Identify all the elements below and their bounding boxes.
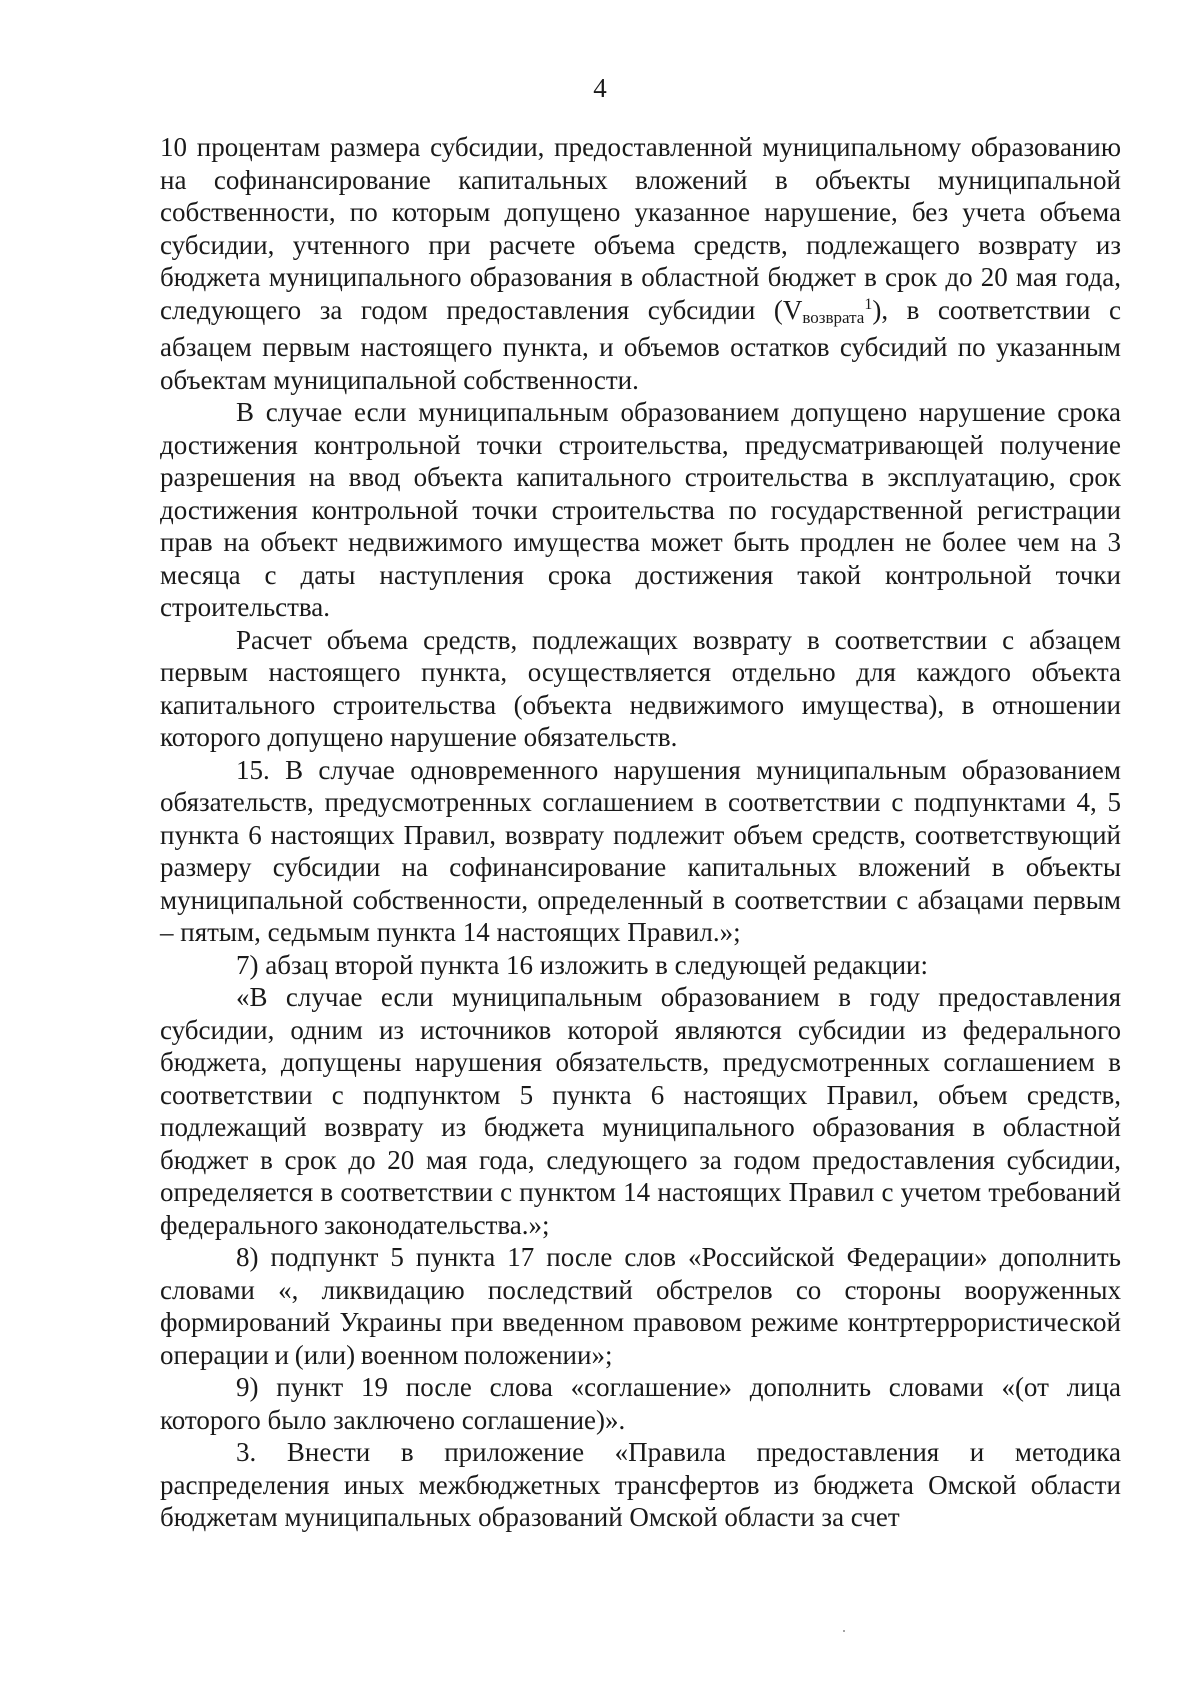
paragraph-5: 7) абзац второй пункта 16 изложить в следующей редакции: [236,949,928,980]
paragraph-7: 8) подпункт 5 пункта 17 после слов «Российской Федерации» дополнить словами «, ликвидацию последствий обстрелов со стороны вооруженных формирований Украины при введенном правовом режиме контртеррористической операции и (или) военном положении»; [160,1242,1121,1370]
paragraph-1 [160,131,1121,396]
paragraph-9: 3. Внести в приложение «Правила предоставления и методика распределения иных межбюджетных трансфертов из бюджета Омской области бюджетам муниципальных образований Омской области за счет [160,1437,1121,1532]
paragraph-4: 15. В случае одновременного нарушения муниципальным образованием обязательств, предусмотренных соглашением в соответствии с подпунктами 4, 5 пункта 6 настоящих Правил, возврату подлежит объем средств, соответствующий размеру субсидии на софинансирование капитальных вложений в объекты муниципальной собственности, определенный в соответствии с абзацами первым – пятым, седьмым пункта 14 настоящих Правил.»; [160,754,1121,947]
formula-superscript: 1 [864,295,873,313]
paragraph-2: В случае если муниципальным образованием допущено нарушение срока достижения контрольной точки строительства, предусматривающей получение разрешения на ввод объекта капитального строительства в эксплуатацию, срок достижения контрольной точки строительства по государственной регистрации прав на объект недвижимого имущества может быть продлен не более чем на 3 месяца с даты наступления срока достижения такой контрольной точки строительства. [160,397,1121,622]
document-body [160,131,1121,1534]
paragraph-1-text-after: , в соответствии с абзацем первым настоящего пункта, и объемов остатков субсидий по указанным объектам муниципальной собственности. [160,294,1122,395]
paragraph-8: 9) пункт 19 после слова «соглашение» дополнить словами «(от лица которого было заключено соглашение)». [160,1372,1121,1435]
scan-speck [843,1630,845,1632]
v-return-formula: (Vвозврата$^1$) [773,294,882,327]
paragraph-1-text: 10 процентам размера субсидии, предоставленной муниципальному образованию на софинансирование капитальных вложений в объекты муниципальной собственности, по которым допущено указанное нарушение, без учета объема субсидии, учтенного при расчете объема средств, подлежащего возврату из бюджета муниципального образования в областной бюджет в срок до 20 мая года, следующего за годом предоставления субсидии [160,132,1121,325]
paragraph-3: Расчет объема средств, подлежащих возврату в соответствии с абзацем первым настоящего пункта, осуществляется отдельно для каждого объекта капитального строительства (объекта недвижимого имущества), в отношении которого допущено нарушение обязательств. [160,624,1121,752]
paragraph-6: «В случае если муниципальным образованием в году предоставления субсидии, одним из источников которой являются субсидии из федерального бюджета, допущены нарушения обязательств, предусмотренных соглашением в соответствии с подпунктом 5 пункта 6 настоящих Правил, объем средств, подлежащий возврату из бюджета муниципального образования в областной бюджет в срок до 20 мая года, следующего за годом предоставления субсидии, определяется в соответствии с пунктом 14 настоящих Правил с учетом требований федерального законодательства.»; [160,982,1121,1240]
page-number: 4 [593,73,607,103]
formula-subscript: возврата [802,307,865,327]
